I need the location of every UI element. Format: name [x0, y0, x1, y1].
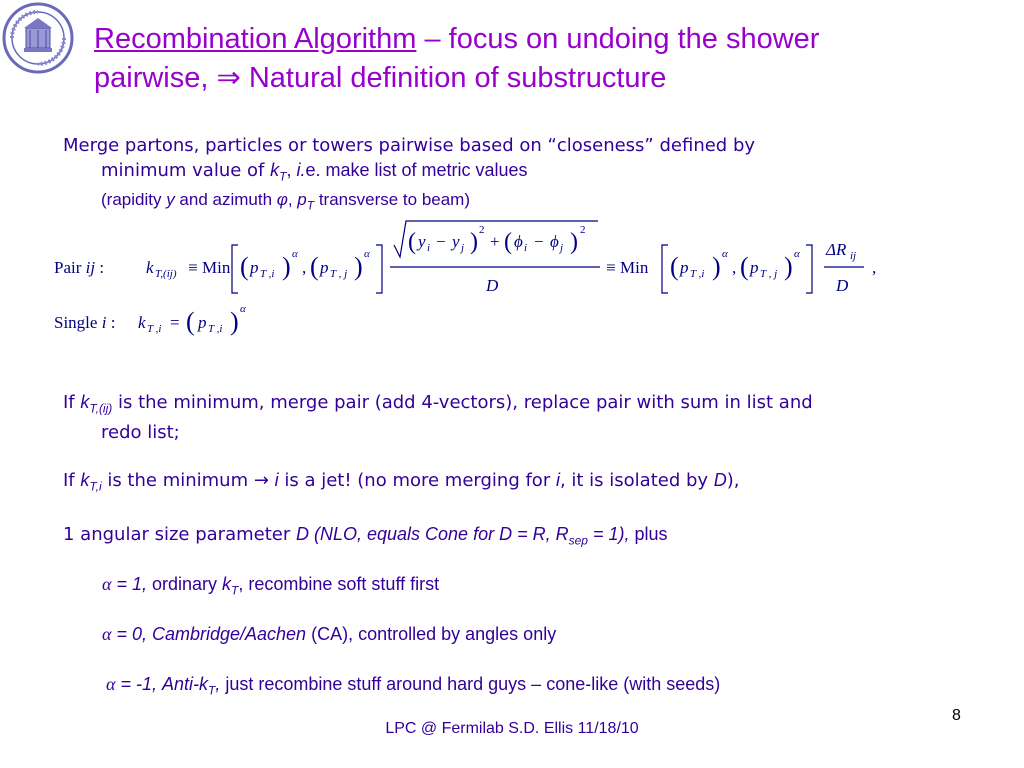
title-line2: pairwise, ⇒ Natural definition of substructure [94, 62, 667, 94]
text: T [279, 169, 287, 184]
delta-r-subscript: ij [850, 250, 857, 262]
exp-2: 2 [580, 224, 586, 236]
para1-line3 [63, 189, 1003, 216]
text: is the minimum → [101, 470, 275, 491]
y-symbol: y [452, 232, 460, 251]
text: k [80, 470, 90, 490]
equals: = [170, 313, 180, 332]
paren: ( [504, 229, 512, 255]
text: p [297, 189, 307, 209]
text: = -1, Anti-k [115, 674, 208, 694]
text: is a jet! (no more merging for [278, 470, 556, 491]
text: e. make list of metric values [305, 160, 528, 180]
text: T,i [89, 479, 102, 494]
text: T [207, 683, 216, 698]
text: y [166, 189, 175, 209]
subscript: j [461, 242, 465, 254]
subscript: T , j [330, 268, 348, 280]
alpha-exp: α [240, 303, 246, 315]
text: = 1), [587, 524, 630, 544]
denominator-d: D [486, 276, 499, 295]
equiv-symbol: ≡ [188, 258, 198, 277]
title-rest: – focus on undoing the shower [416, 23, 820, 55]
minus: − [436, 232, 446, 251]
alpha-exp: α [364, 248, 370, 260]
min-label-1: Min [202, 258, 231, 277]
comma: , [732, 258, 737, 277]
paren: ) [354, 252, 363, 281]
text: , [287, 189, 298, 209]
text: k [222, 574, 232, 594]
text: and azimuth [174, 189, 277, 209]
text: plus [629, 524, 668, 544]
text: If [63, 392, 81, 413]
slide-footer: LPC @ Fermilab S.D. Ellis 11/18/10 [385, 720, 639, 737]
text: (NLO, equals Cone for D = R, [308, 524, 556, 544]
text: (rapidity [101, 189, 167, 209]
para1-line2 [63, 158, 1003, 189]
subscript: i [427, 242, 431, 254]
phi-symbol: ϕ [514, 232, 523, 251]
text: , it is isolated by [559, 470, 714, 491]
min-label-2: Min [620, 258, 649, 277]
denominator-d-2: D [836, 276, 849, 295]
text: T,(ij) [89, 401, 113, 416]
text: D [295, 524, 309, 544]
text: = 1, [111, 574, 147, 594]
single-label: Single i : [54, 313, 116, 332]
paragraph-merge [63, 134, 1003, 216]
text: , [215, 674, 221, 694]
para1-line1: Merge partons, particles or towers pairwise based on “closeness” defined by [63, 135, 756, 156]
paren: ( [186, 307, 195, 336]
paragraph-parameter [63, 522, 1003, 553]
text: redo list; [101, 421, 180, 443]
paren: ( [310, 252, 319, 281]
p-symbol: p [250, 258, 259, 277]
text: i [274, 470, 279, 490]
phi-symbol: ϕ [550, 232, 559, 251]
p-symbol: p [198, 313, 207, 332]
paren: ) [282, 252, 291, 281]
page-number: 8 [952, 707, 961, 724]
text: = 0, Cambridge/Aachen [111, 624, 307, 644]
paren: ( [740, 252, 749, 281]
text: α [106, 674, 116, 694]
paren: ) [470, 229, 478, 255]
alpha-zero-item [102, 623, 556, 645]
text: R [555, 524, 569, 544]
y-symbol: y [418, 232, 426, 251]
university-seal-logo [2, 2, 74, 74]
text: 1 angular size parameter [63, 524, 296, 545]
text: ), [726, 470, 740, 491]
text: i. [296, 160, 306, 180]
p-symbol: p [680, 258, 689, 277]
text: T [306, 197, 315, 212]
comma: , [302, 258, 307, 277]
alpha-minus-one-item [106, 673, 720, 702]
text: (CA), controlled by angles only [306, 624, 557, 644]
subscript: j [560, 242, 564, 254]
p-symbol: p [750, 258, 759, 277]
text: minimum value of [101, 160, 271, 181]
subscript: T ,i [690, 268, 705, 280]
kt-symbol: k [146, 258, 154, 277]
minus: − [534, 232, 544, 251]
text: transverse to beam) [314, 189, 471, 209]
paren: ( [408, 229, 416, 255]
paren: ) [570, 229, 578, 255]
slide-title [94, 20, 1004, 98]
text: If [63, 470, 81, 491]
title-underlined: Recombination Algorithm [94, 23, 417, 55]
alpha-exp: α [794, 248, 800, 260]
text: just recombine stuff around hard guys – cone-like (with seeds) [220, 674, 721, 694]
pair-equation [50, 215, 950, 305]
single-equation [50, 300, 310, 346]
text: φ [276, 189, 288, 209]
subscript: i [524, 242, 528, 254]
p-symbol: p [320, 258, 329, 277]
subscript: T ,i [260, 268, 275, 280]
paren: ) [784, 252, 793, 281]
trailing-comma: , [872, 258, 877, 277]
text: D [713, 470, 727, 490]
text: T [231, 583, 239, 598]
kt-subscript: T ,i [147, 323, 162, 335]
paragraph-jet [63, 468, 1003, 499]
equiv-symbol-2: ≡ [606, 258, 616, 277]
kt-subscript: T,(ij) [155, 268, 177, 280]
text: sep [568, 533, 588, 548]
paren: ) [230, 307, 239, 336]
text: , [286, 160, 297, 180]
subscript: T ,i [208, 323, 223, 335]
exp-2: 2 [479, 224, 485, 236]
text: ordinary [146, 574, 223, 594]
paren: ) [712, 252, 721, 281]
plus: + [490, 232, 500, 251]
text: k [80, 392, 90, 412]
text: α [102, 624, 112, 644]
text: α [102, 574, 112, 594]
alpha-exp: α [722, 248, 728, 260]
text: i [555, 470, 560, 490]
alpha-exp: α [292, 248, 298, 260]
delta-r: ΔR [826, 240, 847, 259]
paragraph-merge-pair [63, 390, 1003, 445]
text: , recombine soft stuff first [238, 574, 440, 594]
text: k [270, 160, 280, 180]
alpha-one-item [102, 573, 439, 602]
kt-symbol: k [138, 313, 146, 332]
paren: ( [240, 252, 249, 281]
text: is the minimum, merge pair (add 4-vectors), replace pair with sum in list and [112, 392, 813, 413]
paren: ( [670, 252, 679, 281]
pair-label: Pair ij : [54, 258, 105, 277]
subscript: T , j [760, 268, 778, 280]
